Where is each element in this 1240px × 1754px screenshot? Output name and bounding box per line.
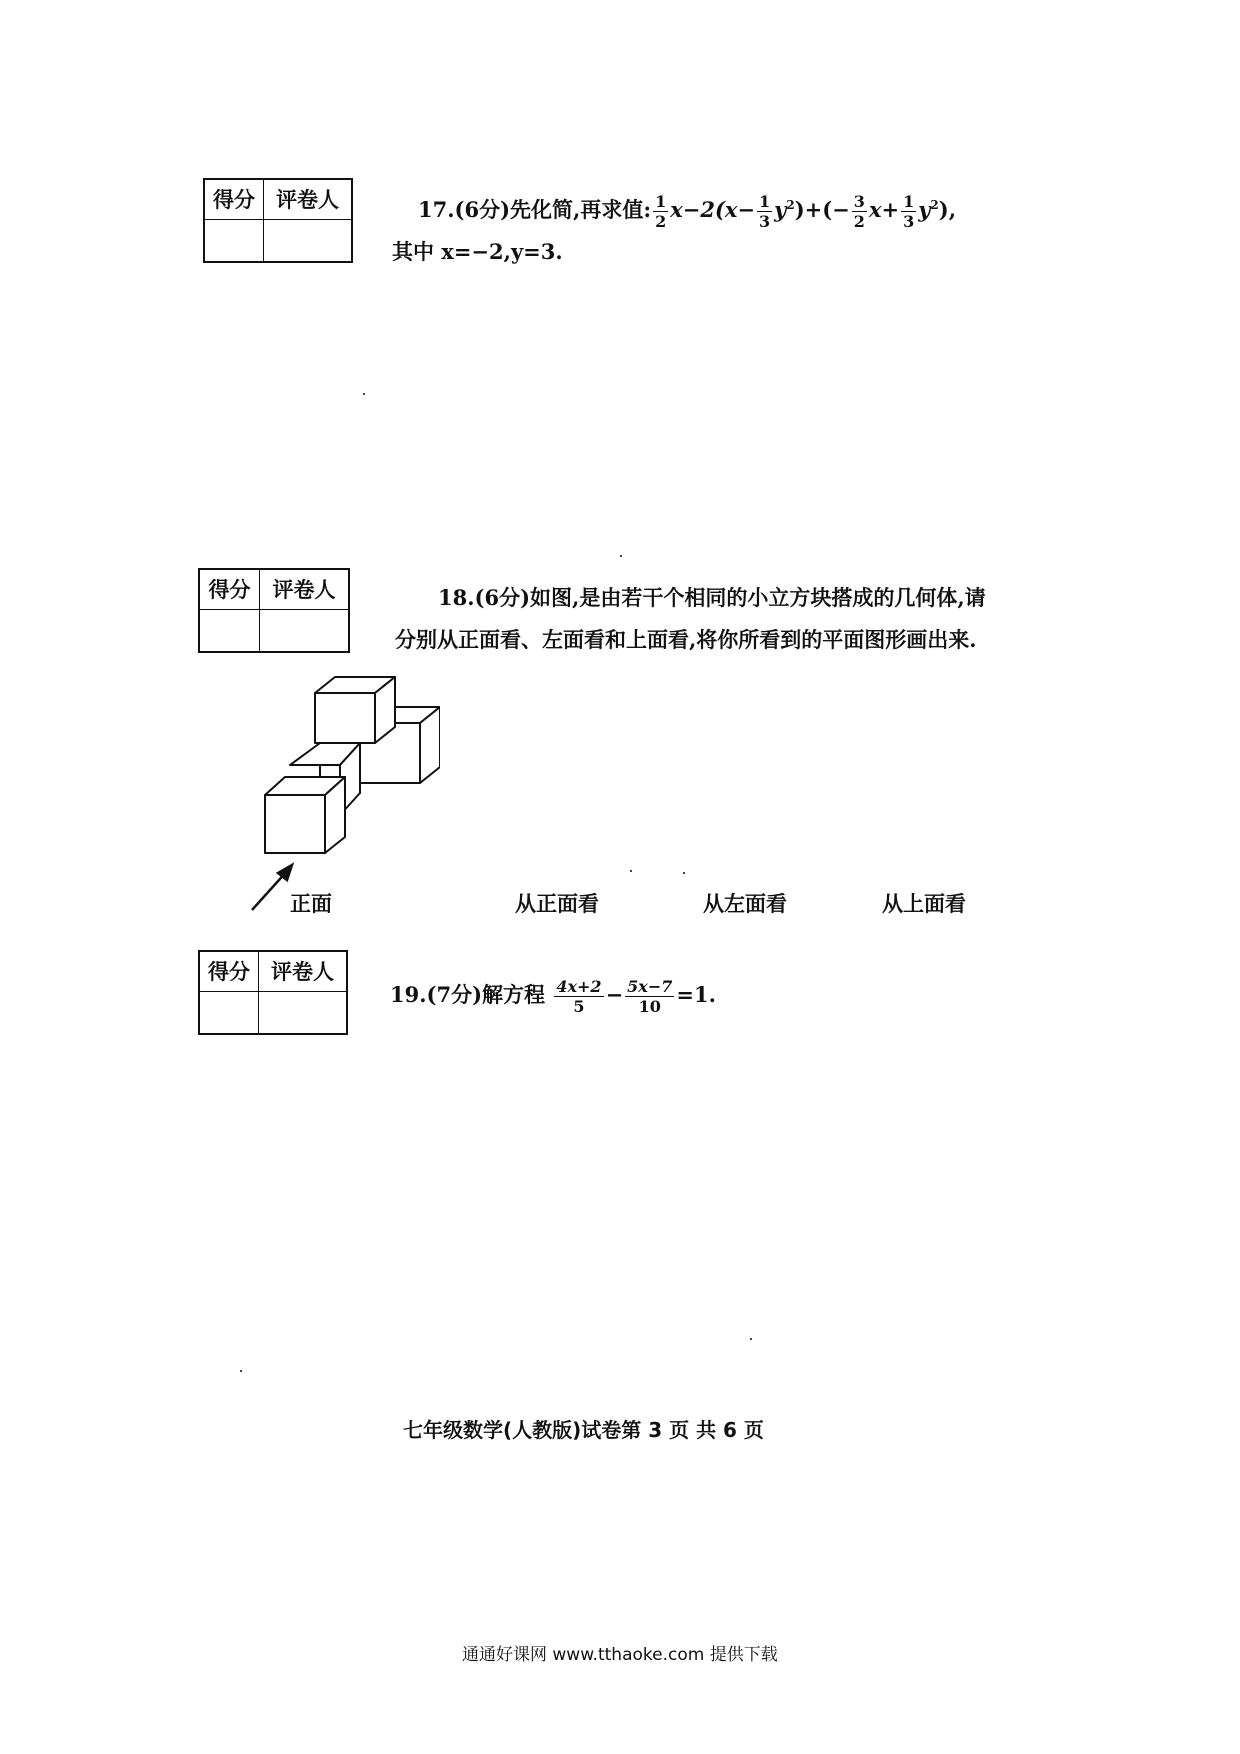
question-18-line-2: 分别从正面看、左面看和上面看,将你所看到的平面图形画出来.: [395, 627, 977, 652]
fraction-half: $\frac{1}{2}$: [655, 192, 667, 231]
question-17-line-2: 其中 x=−2,y=3.: [392, 239, 563, 264]
score-box-q19: [198, 950, 348, 1035]
view-front-label: 从正面看: [515, 892, 599, 916]
grader-cell[interactable]: [259, 609, 349, 652]
grader-label: 评卷人: [259, 951, 347, 991]
scan-speck: [630, 870, 632, 872]
front-label: 正面: [290, 892, 332, 916]
scan-speck: [750, 1338, 752, 1340]
fraction-1: $\frac{4x+2}{5}$: [556, 977, 602, 1016]
question-18-line-1: 18.(6分)如图,是由若干个相同的小立方块搭成的几何体,请: [438, 585, 986, 610]
q17-term-1: x−2(x−: [670, 197, 756, 222]
scan-speck: [683, 872, 685, 874]
question-19: 19.(7分)解方程 $\frac{4x+2}{5}$ − $\frac{5x-7}{10}$ =1.: [390, 977, 716, 1016]
score-box-q18: [198, 568, 350, 653]
grader-label: 评卷人: [259, 569, 349, 609]
score-box-q17: [203, 178, 353, 263]
grader-cell[interactable]: [259, 991, 347, 1034]
scan-speck: [620, 555, 622, 557]
q17-prefix: 17.(6分)先化简,再求值:: [418, 197, 652, 222]
scan-speck: [240, 1370, 242, 1372]
cube-figure: [240, 665, 440, 925]
scan-speck: [363, 393, 365, 395]
download-credit: 通通好课网 www.tthaoke.com 提供下载: [462, 1645, 778, 1665]
score-label: 得分: [199, 569, 259, 609]
score-label: 得分: [199, 951, 259, 991]
fraction-2: $\frac{5x-7}{10}$: [627, 977, 673, 1016]
fraction-three-halves: $\frac{3}{2}$: [853, 192, 865, 231]
grader-label: 评卷人: [264, 179, 352, 219]
q17-term-3: )+(−: [794, 197, 850, 222]
q19-prefix: 19.(7分)解方程: [390, 982, 546, 1007]
fraction-third: $\frac{1}{3}$: [759, 192, 771, 231]
view-top-label: 从上面看: [882, 892, 966, 916]
front-arrow-icon: [252, 865, 292, 910]
grader-cell[interactable]: [264, 219, 352, 262]
fraction-third-2: $\frac{1}{3}$: [903, 192, 915, 231]
view-left-label: 从左面看: [703, 892, 787, 916]
score-cell[interactable]: [199, 991, 259, 1034]
score-cell[interactable]: [199, 609, 259, 652]
page-footer: 七年级数学(人教版)试卷第 3 页 共 6 页: [403, 1418, 764, 1442]
score-cell[interactable]: [204, 219, 264, 262]
score-label: 得分: [204, 179, 264, 219]
question-17-line-1: 17.(6分)先化简,再求值: $\frac{1}{2}$ x−2(x− $\frac{1}{3}$ $y^2)+(-$ $\frac{3}{2}$ x+ $\frac{1}{3}$ $y^2$),: [418, 192, 957, 231]
